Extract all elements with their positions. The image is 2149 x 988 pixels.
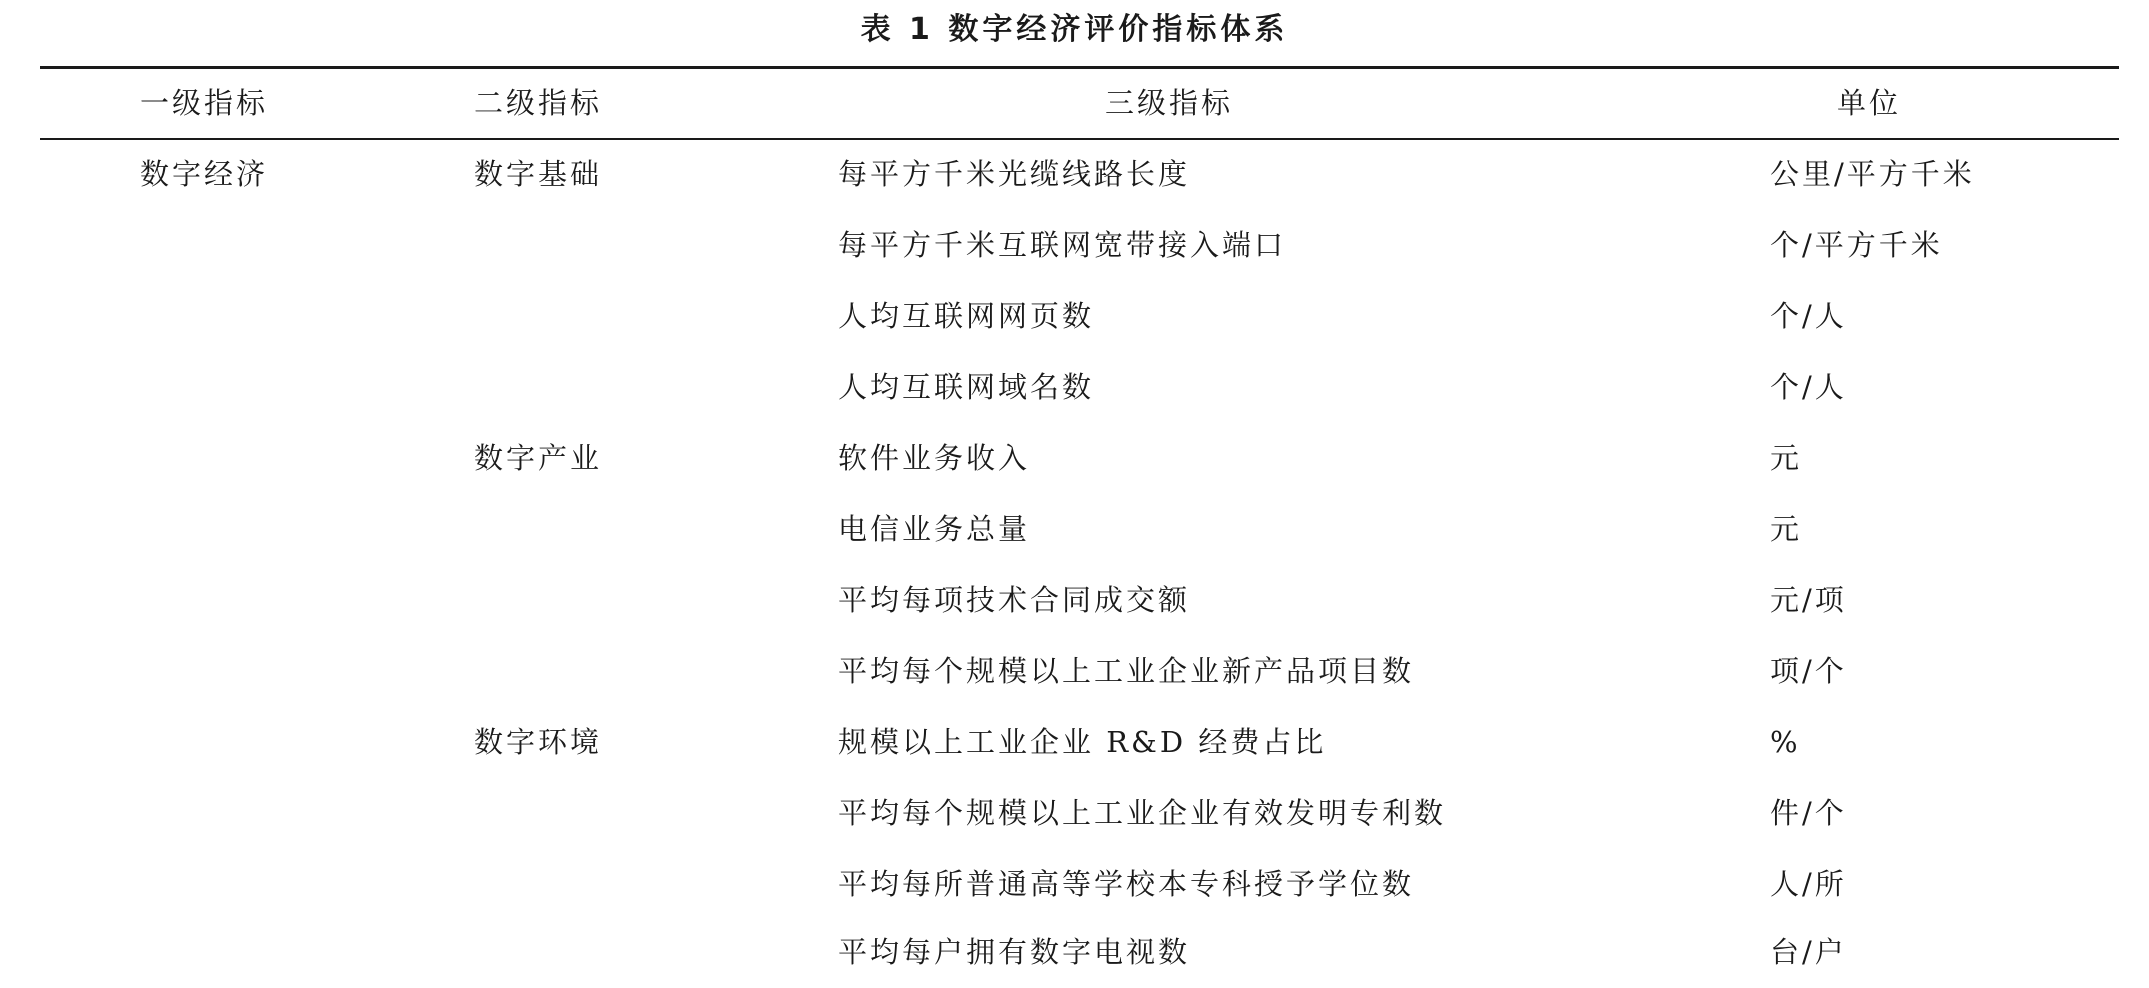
header-level2: 二级指标 bbox=[474, 86, 603, 120]
cell-unit: 人/所 bbox=[1770, 867, 1847, 901]
cell-unit: 元 bbox=[1770, 512, 1803, 546]
cell-unit: 项/个 bbox=[1770, 654, 1847, 688]
cell-unit: 个/平方千米 bbox=[1770, 228, 1943, 262]
table-row bbox=[0, 281, 2149, 352]
cell-unit: 个/人 bbox=[1770, 370, 1847, 404]
cell-level3: 平均每项技术合同成交额 bbox=[838, 583, 1191, 617]
cell-level3: 电信业务总量 bbox=[838, 512, 1031, 546]
cell-level3: 平均每所普通高等学校本专科授予学位数 bbox=[838, 867, 1415, 901]
cell-unit: 个/人 bbox=[1770, 299, 1847, 333]
header-row bbox=[0, 68, 2149, 139]
cell-level3: 每平方千米互联网宽带接入端口 bbox=[838, 228, 1287, 262]
cell-level3: 平均每户拥有数字电视数 bbox=[838, 935, 1191, 969]
cell-level3: 规模以上工业企业 R&D 经费占比 bbox=[838, 725, 1327, 759]
cell-level3: 人均互联网域名数 bbox=[838, 370, 1095, 404]
cell-unit: 公里/平方千米 bbox=[1770, 157, 1975, 191]
table-row bbox=[0, 494, 2149, 565]
header-level3: 三级指标 bbox=[1105, 86, 1234, 120]
cell-unit: 件/个 bbox=[1770, 796, 1847, 830]
table-row bbox=[0, 352, 2149, 423]
cell-level3: 平均每个规模以上工业企业有效发明专利数 bbox=[838, 796, 1447, 830]
table-caption: 表 1 数字经济评价指标体系 bbox=[860, 12, 1289, 47]
cell-level3: 软件业务收入 bbox=[838, 441, 1031, 475]
cell-level3: 人均互联网网页数 bbox=[838, 299, 1095, 333]
table-row bbox=[0, 636, 2149, 707]
cell-unit: 元/项 bbox=[1770, 583, 1847, 617]
header-unit: 单位 bbox=[1837, 86, 1902, 120]
cell-level3: 每平方千米光缆线路长度 bbox=[838, 157, 1191, 191]
table-row bbox=[0, 917, 2149, 988]
cell-level2: 数字环境 bbox=[474, 725, 603, 759]
cell-level2: 数字产业 bbox=[474, 441, 603, 475]
header-level1: 一级指标 bbox=[140, 86, 269, 120]
cell-unit: % bbox=[1770, 725, 1801, 759]
cell-level1: 数字经济 bbox=[140, 157, 269, 191]
table-row bbox=[0, 849, 2149, 920]
table-row bbox=[0, 707, 2149, 778]
table-row bbox=[0, 778, 2149, 849]
cell-level2: 数字基础 bbox=[474, 157, 603, 191]
table-row bbox=[0, 423, 2149, 494]
table-row bbox=[0, 565, 2149, 636]
cell-level3: 平均每个规模以上工业企业新产品项目数 bbox=[838, 654, 1415, 688]
cell-unit: 台/户 bbox=[1770, 935, 1847, 969]
table-row bbox=[0, 210, 2149, 281]
table-row bbox=[0, 139, 2149, 210]
cell-unit: 元 bbox=[1770, 441, 1803, 475]
